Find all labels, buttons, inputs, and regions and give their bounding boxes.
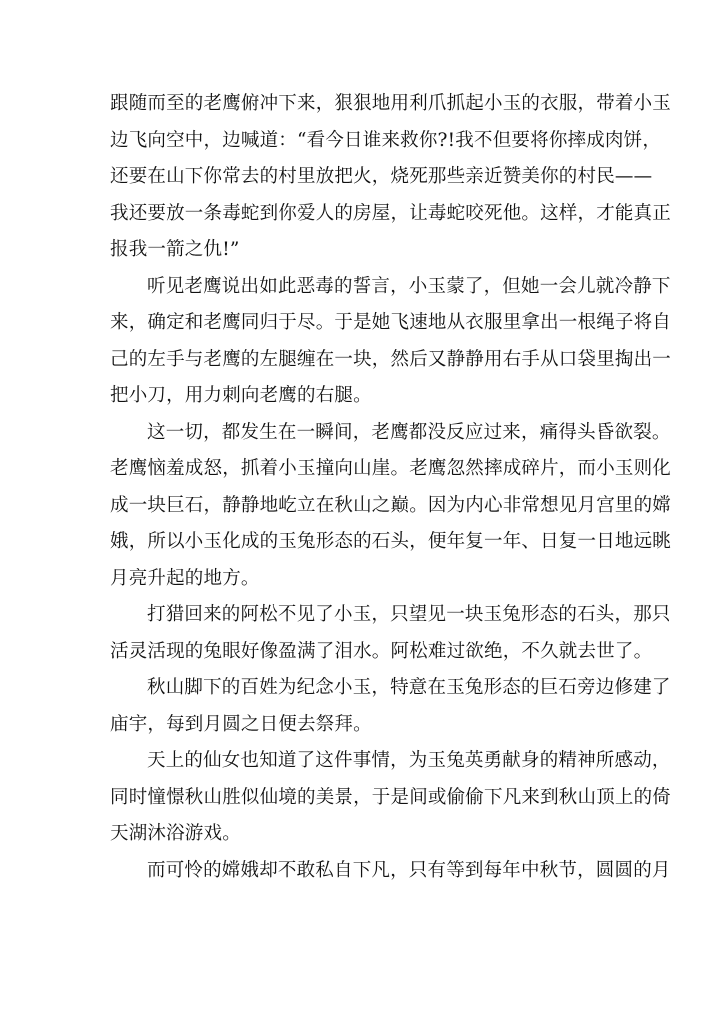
text-line: 月亮升起的地方。 [110, 567, 260, 589]
text-line: 活灵活现的兔眼好像盈满了泪水。阿松难过欲绝，不久就去世了。 [110, 640, 653, 662]
text-line: 还要在山下你常去的村里放把火，烧死那些亲近赞美你的村民—— [110, 166, 653, 187]
text-line: 同时憧憬秋山胜似仙境的美景，于是间或偷偷下凡来到秋山顶上的倚 [110, 786, 672, 808]
text-line: 边飞向空中，边喊道：“看今日谁来救你?!我不但要将你摔成肉饼， [110, 129, 662, 151]
text-line: 老鹰恼羞成怒，抓着小玉撞向山崖。老鹰忽然摔成碎片，而小玉则化 [110, 458, 672, 479]
text-line: 天湖沐浴游戏。 [110, 823, 241, 844]
paragraph-5 [110, 670, 671, 743]
text-line: 己的左手与老鹰的左腿缠在一块，然后又静静用右手从口袋里掏出一 [110, 348, 672, 370]
paragraph-4 [110, 597, 671, 670]
text-line: 我还要放一条毒蛇到你爱人的房屋，让毒蛇咬死他。这样，才能真正 [110, 202, 672, 224]
text-line-indented: 天上的仙女也知道了这件事情，为玉兔英勇献身的精神所感动， [147, 750, 671, 771]
paragraph-1 [110, 86, 672, 269]
text-line: 娥，所以小玉化成的玉兔形态的石头，便年复一年、日复一日地远眺 [110, 531, 672, 552]
text-line: 庙宇，每到月圆之日便去祭拜。 [110, 713, 372, 735]
text-line: 来，确定和老鹰同归于尽。于是她飞速地从衣服里拿出一根绳子将自 [110, 312, 672, 333]
paragraph-2 [110, 269, 672, 415]
text-line: 把小刀，用力刺向老鹰的右腿。 [110, 385, 372, 406]
paragraph-3 [110, 415, 672, 598]
text-line-indented: 打猎回来的阿松不见了小玉，只望见一块玉兔形态的石头，那只 [147, 604, 671, 625]
text-line: 报我一箭之仇!” [110, 239, 240, 260]
text-line-indented: 而可怜的嫦娥却不敢私自下凡，只有等到每年中秋节，圆圆的月 [147, 859, 671, 881]
paragraph-7 [110, 853, 671, 890]
document-body [110, 86, 672, 889]
text-line: 跟随而至的老鹰俯冲下来，狠狠地用利爪抓起小玉的衣服，带着小玉 [110, 93, 672, 114]
paragraph-6 [110, 743, 672, 853]
text-line-indented: 这一切，都发生在一瞬间，老鹰都没反应过来，痛得头昏欲裂。 [147, 421, 671, 443]
text-line-indented: 听见老鹰说出如此恶毒的誓言，小玉蒙了，但她一会儿就冷静下 [147, 275, 671, 297]
text-line-indented: 秋山脚下的百姓为纪念小玉，特意在玉兔形态的巨石旁边修建了 [147, 677, 671, 698]
text-line: 成一块巨石，静静地屹立在秋山之巅。因为内心非常想见月宫里的嫦 [110, 494, 672, 516]
